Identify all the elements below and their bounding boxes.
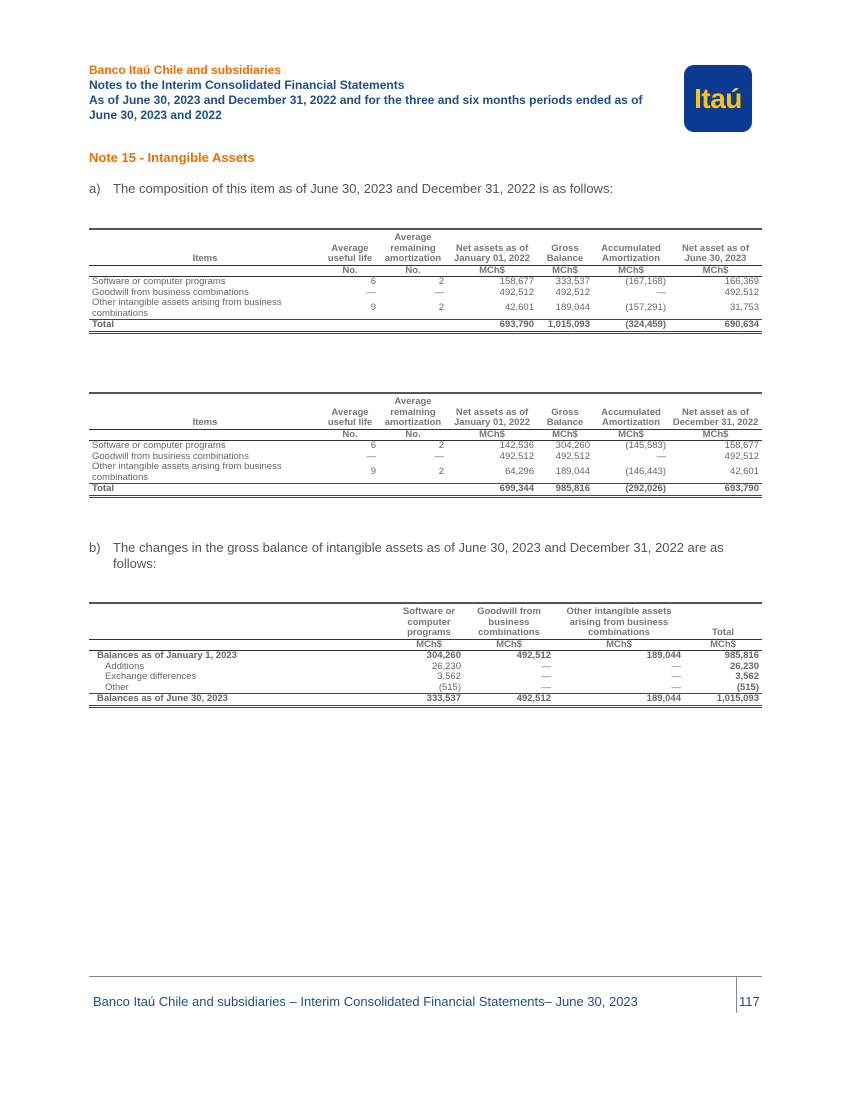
cell: 9 <box>370 302 376 314</box>
col-header-blank <box>89 603 394 639</box>
unit-cell: MCh$ <box>554 639 684 651</box>
col-header-accumulated-amortization: Accumulated Amortization <box>593 229 669 265</box>
col-header-accumulated-amortization: Accumulated Amortization <box>593 393 669 429</box>
row-label: Additions <box>105 660 145 672</box>
cell: (515) <box>438 681 461 693</box>
cell: — <box>671 681 681 693</box>
section-a-text: The composition of this item as of June 30, 2023 and December 31, 2022 is as follows: <box>113 181 614 196</box>
row-label: Other <box>105 681 129 693</box>
col-header-items: Items <box>89 393 321 429</box>
cell: (157,291) <box>625 302 666 314</box>
cell: 492,512 <box>724 286 759 298</box>
page-number-divider <box>736 977 737 1013</box>
unit-cell <box>89 265 321 277</box>
cell: (167,168) <box>625 276 666 287</box>
row-label: Exchange differences <box>105 671 197 682</box>
cell: 189,044 <box>555 466 590 478</box>
cell <box>321 484 379 497</box>
header-subtitle: Notes to the Interim Consolidated Financial Statements <box>89 78 405 92</box>
unit-cell: MCh$ <box>537 265 593 277</box>
unit-cell: MCh$ <box>593 429 669 441</box>
col-header-net-assets-start: Net assets as of January 01, 2022 <box>447 229 537 265</box>
unit-cell: MCh$ <box>669 265 762 277</box>
cell: 492,512 <box>555 450 590 462</box>
cell: 333,537 <box>555 276 590 287</box>
cell: 142,536 <box>499 440 534 451</box>
cell: 189,044 <box>554 694 684 707</box>
cell: 2 <box>438 302 444 314</box>
cell: 492,512 <box>499 286 534 298</box>
cell <box>321 320 379 333</box>
cell: 492,512 <box>555 286 590 298</box>
row-label: Goodwill from business combinations <box>92 286 249 298</box>
total-row <box>89 694 762 707</box>
cell: (146,443) <box>625 466 666 478</box>
cell: 3,562 <box>437 671 461 682</box>
total-label: Total <box>89 320 321 333</box>
section-a-paragraph <box>89 181 613 197</box>
cell: 690,634 <box>669 320 762 333</box>
cell: — <box>541 671 551 682</box>
col-header-items: Items <box>89 229 321 265</box>
row-label: Goodwill from business combinations <box>92 450 249 462</box>
cell: 304,260 <box>426 650 461 661</box>
cell: 985,816 <box>537 484 593 497</box>
col-header-net-asset-end: Net asset as of December 31, 2022 <box>669 393 762 429</box>
cell: — <box>656 286 666 298</box>
unit-cell: MCh$ <box>537 429 593 441</box>
cell: (292,026) <box>593 484 669 497</box>
footer-text: Banco Itaú Chile and subsidiaries – Interim Consolidated Financial Statements– June 30, 2023 <box>93 994 638 1009</box>
cell: 6 <box>370 276 376 287</box>
unit-cell: MCh$ <box>464 639 554 651</box>
cell: 693,790 <box>669 484 762 497</box>
cell: 158,677 <box>499 276 534 287</box>
table-row <box>89 672 762 683</box>
row-label: Other intangible assets arising from business combinations <box>92 461 282 483</box>
col-header-total: Total <box>684 603 762 639</box>
unit-cell: No. <box>321 429 379 441</box>
itau-logo <box>684 65 752 132</box>
col-header-net-asset-end: Net asset as of June 30, 2023 <box>669 229 762 265</box>
table-row <box>89 683 762 694</box>
section-b-paragraph <box>89 540 764 572</box>
company-name: Banco Itaú Chile and subsidiaries <box>89 63 282 77</box>
cell: 2 <box>438 466 444 478</box>
row-label: Balances as of January 1, 2023 <box>97 650 237 661</box>
cell: — <box>671 660 681 672</box>
cell: 492,512 <box>499 450 534 462</box>
total-label: Balances as of June 30, 2023 <box>89 694 394 707</box>
row-label: Software or computer programs <box>92 440 226 451</box>
cell: 1,015,093 <box>537 320 593 333</box>
cell: — <box>366 286 376 298</box>
total-row <box>89 320 762 333</box>
cell: — <box>541 660 551 672</box>
cell: 31,753 <box>729 302 759 314</box>
cell: 492,512 <box>516 650 551 661</box>
cell: 9 <box>370 466 376 478</box>
cell: 2 <box>438 276 444 287</box>
cell: — <box>366 450 376 462</box>
section-b-text: The changes in the gross balance of intangible assets as of June 30, 2023 and December 31, 2022 are as follows: <box>113 540 724 571</box>
page-number: 117 <box>739 994 760 1009</box>
cell: — <box>434 286 444 298</box>
col-header-gross-balance: Gross Balance <box>537 229 593 265</box>
section-a-label: a) <box>89 181 101 196</box>
unit-cell: MCh$ <box>593 265 669 277</box>
col-header-other-intangibles: Other intangible assets arising from business combinations <box>554 603 684 639</box>
cell: 693,790 <box>447 320 537 333</box>
cell: — <box>541 681 551 693</box>
cell: 158,677 <box>724 440 759 451</box>
section-b-label: b) <box>89 540 101 555</box>
table-row <box>89 277 762 288</box>
unit-cell: MCh$ <box>394 639 464 651</box>
cell: 699,344 <box>447 484 537 497</box>
cell: 6 <box>370 440 376 451</box>
cell: 492,512 <box>724 450 759 462</box>
table-row <box>89 298 762 320</box>
row-label: Other intangible assets arising from business combinations <box>92 297 282 319</box>
cell: 64,296 <box>504 466 534 478</box>
cell: 42,601 <box>504 302 534 314</box>
cell: 189,044 <box>555 302 590 314</box>
unit-cell: MCh$ <box>447 429 537 441</box>
table-row <box>89 441 762 452</box>
footer-divider <box>89 976 762 977</box>
col-header-remaining-amortization: Average remaining amortization <box>379 229 447 265</box>
header-period-line-1: As of June 30, 2023 and December 31, 2022 and for the three and six months periods ended as of <box>89 93 643 107</box>
gross-balance-changes-table <box>89 602 762 708</box>
col-header-gross-balance: Gross Balance <box>537 393 593 429</box>
row-label: Software or computer programs <box>92 276 226 287</box>
document-header <box>89 63 679 123</box>
col-header-remaining-amortization: Average remaining amortization <box>379 393 447 429</box>
col-header-net-assets-start: Net assets as of January 01, 2022 <box>447 393 537 429</box>
table-row <box>89 651 762 662</box>
cell: 189,044 <box>646 650 681 661</box>
total-label: Total <box>89 484 321 497</box>
cell: (324,459) <box>593 320 669 333</box>
logo-text: Itaú <box>694 82 742 114</box>
header-period-line-2: June 30, 2023 and 2022 <box>89 108 222 122</box>
unit-cell: MCh$ <box>684 639 762 651</box>
cell: (515) <box>736 681 759 693</box>
cell: 26,230 <box>431 660 461 672</box>
cell <box>379 484 447 497</box>
cell: (145,583) <box>625 440 666 451</box>
intangible-assets-table-december-2022 <box>89 392 762 498</box>
cell: 42,601 <box>729 466 759 478</box>
cell <box>379 320 447 333</box>
col-header-software: Software or computer programs <box>394 603 464 639</box>
unit-cell: MCh$ <box>447 265 537 277</box>
cell: 166,369 <box>724 276 759 287</box>
cell: 985,816 <box>724 650 759 661</box>
cell: 2 <box>438 440 444 451</box>
cell: 333,537 <box>394 694 464 707</box>
cell: — <box>434 450 444 462</box>
table-row <box>89 462 762 484</box>
note-title: Note 15 - Intangible Assets <box>89 150 255 165</box>
cell: — <box>656 450 666 462</box>
cell: 304,260 <box>555 440 590 451</box>
col-header-useful-life: Average useful life <box>321 393 379 429</box>
intangible-assets-table-june-2023 <box>89 228 762 334</box>
cell: 1,015,093 <box>684 694 762 707</box>
unit-cell: No. <box>379 429 447 441</box>
cell: 3,562 <box>735 671 759 682</box>
cell: 26,230 <box>729 660 759 672</box>
col-header-goodwill: Goodwill from business combinations <box>464 603 554 639</box>
col-header-useful-life: Average useful life <box>321 229 379 265</box>
cell: 492,512 <box>464 694 554 707</box>
unit-cell <box>89 639 394 651</box>
cell: — <box>671 671 681 682</box>
unit-cell: MCh$ <box>669 429 762 441</box>
unit-cell <box>89 429 321 441</box>
total-row <box>89 484 762 497</box>
unit-cell: No. <box>321 265 379 277</box>
unit-cell: No. <box>379 265 447 277</box>
